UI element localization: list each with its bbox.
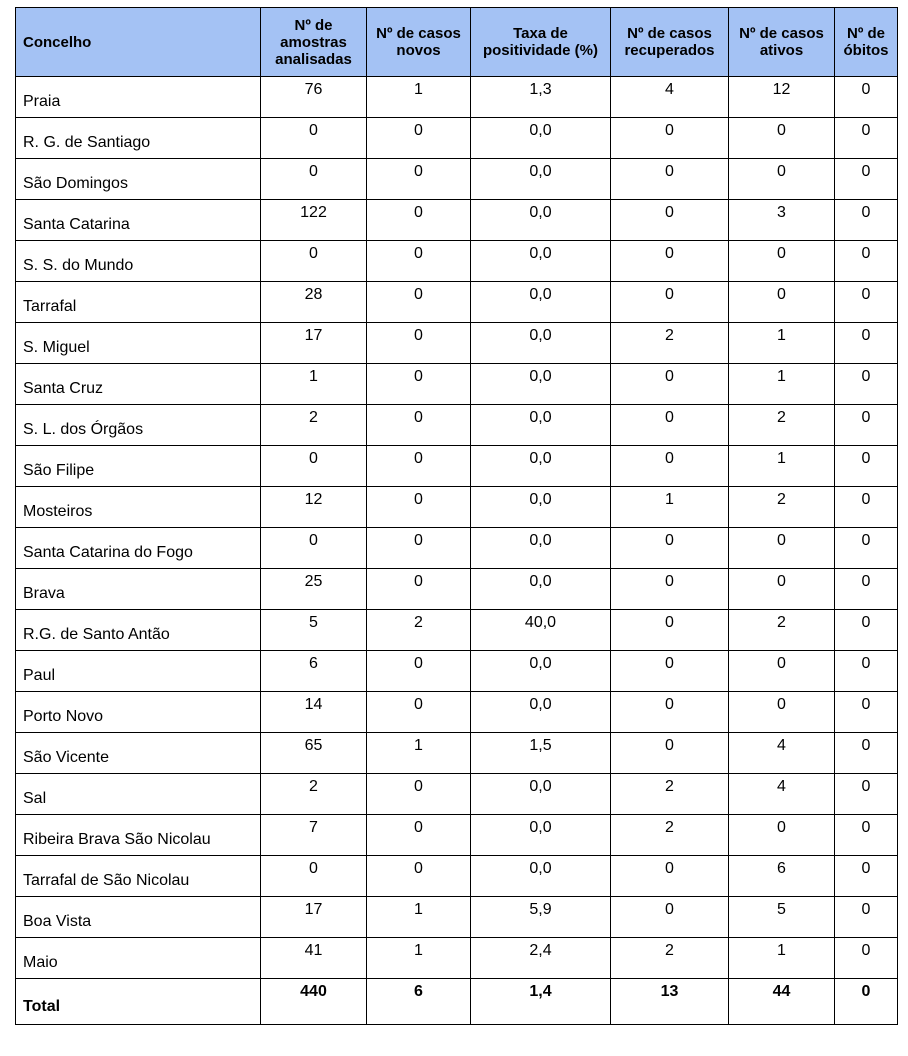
casos-novos-cell: 0 <box>367 651 471 692</box>
amostras-cell: 5 <box>261 610 367 651</box>
casos-novos-cell: 0 <box>367 241 471 282</box>
taxa-cell: 0,0 <box>471 487 611 528</box>
ativos-cell: 1 <box>729 446 835 487</box>
taxa-cell: 0,0 <box>471 528 611 569</box>
obitos-cell: 0 <box>835 77 898 118</box>
table-row <box>16 692 898 733</box>
obitos-cell: 0 <box>835 159 898 200</box>
ativos-cell: 4 <box>729 733 835 774</box>
recuperados-cell: 0 <box>611 118 729 159</box>
concelho-cell: Brava <box>16 569 261 610</box>
obitos-cell: 0 <box>835 651 898 692</box>
recuperados-cell: 0 <box>611 200 729 241</box>
obitos-cell: 0 <box>835 610 898 651</box>
ativos-cell: 1 <box>729 938 835 979</box>
obitos-cell: 0 <box>835 733 898 774</box>
ativos-cell: 0 <box>729 569 835 610</box>
ativos-cell: 6 <box>729 856 835 897</box>
recuperados-cell: 0 <box>611 364 729 405</box>
concelho-cell: Sal <box>16 774 261 815</box>
concelho-cell: Ribeira Brava São Nicolau <box>16 815 261 856</box>
header-recuperados: Nº de casos recuperados <box>611 8 729 77</box>
taxa-cell: 0,0 <box>471 692 611 733</box>
ativos-cell: 5 <box>729 897 835 938</box>
amostras-cell: 0 <box>261 446 367 487</box>
concelho-cell: R.G. de Santo Antão <box>16 610 261 651</box>
obitos-cell: 0 <box>835 897 898 938</box>
recuperados-cell: 0 <box>611 651 729 692</box>
ativos-cell: 2 <box>729 487 835 528</box>
header-amostras: Nº de amostras analisadas <box>261 8 367 77</box>
taxa-cell: 0,0 <box>471 405 611 446</box>
concelho-cell: Tarrafal de São Nicolau <box>16 856 261 897</box>
recuperados-cell: 2 <box>611 774 729 815</box>
recuperados-cell: 0 <box>611 569 729 610</box>
amostras-cell: 12 <box>261 487 367 528</box>
recuperados-cell: 0 <box>611 405 729 446</box>
taxa-cell: 5,9 <box>471 897 611 938</box>
taxa-cell: 0,0 <box>471 774 611 815</box>
table-row <box>16 733 898 774</box>
casos-novos-cell: 0 <box>367 282 471 323</box>
concelho-cell: Maio <box>16 938 261 979</box>
obitos-cell: 0 <box>835 364 898 405</box>
covid-concelho-table <box>15 7 898 1025</box>
concelho-cell: R. G. de Santiago <box>16 118 261 159</box>
taxa-cell: 40,0 <box>471 610 611 651</box>
table-row <box>16 77 898 118</box>
table-row <box>16 282 898 323</box>
recuperados-cell: 2 <box>611 938 729 979</box>
amostras-cell: 0 <box>261 856 367 897</box>
amostras-cell: 28 <box>261 282 367 323</box>
amostras-cell: 2 <box>261 405 367 446</box>
recuperados-cell: 0 <box>611 159 729 200</box>
concelho-cell: São Domingos <box>16 159 261 200</box>
amostras-cell: 65 <box>261 733 367 774</box>
recuperados-cell: 2 <box>611 323 729 364</box>
table-row <box>16 897 898 938</box>
taxa-cell: 0,0 <box>471 815 611 856</box>
amostras-cell: 17 <box>261 897 367 938</box>
table-row <box>16 528 898 569</box>
casos-novos-cell: 0 <box>367 446 471 487</box>
concelho-cell: Santa Catarina do Fogo <box>16 528 261 569</box>
recuperados-cell: 2 <box>611 815 729 856</box>
amostras-cell: 25 <box>261 569 367 610</box>
concelho-cell: Porto Novo <box>16 692 261 733</box>
casos-novos-cell: 0 <box>367 856 471 897</box>
taxa-cell: 0,0 <box>471 118 611 159</box>
recuperados-cell: 0 <box>611 897 729 938</box>
taxa-cell: 0,0 <box>471 446 611 487</box>
ativos-cell: 1 <box>729 364 835 405</box>
obitos-cell: 0 <box>835 856 898 897</box>
amostras-cell: 0 <box>261 159 367 200</box>
casos-novos-cell: 0 <box>367 487 471 528</box>
recuperados-cell: 0 <box>611 528 729 569</box>
table-row <box>16 323 898 364</box>
ativos-cell: 4 <box>729 774 835 815</box>
concelho-cell: Tarrafal <box>16 282 261 323</box>
concelho-cell: Paul <box>16 651 261 692</box>
casos-novos-cell: 0 <box>367 405 471 446</box>
taxa-cell: 1,4 <box>471 979 611 1025</box>
amostras-cell: 76 <box>261 77 367 118</box>
obitos-cell: 0 <box>835 979 898 1025</box>
table-row <box>16 938 898 979</box>
ativos-cell: 0 <box>729 651 835 692</box>
amostras-cell: 1 <box>261 364 367 405</box>
table-row <box>16 118 898 159</box>
casos-novos-cell: 0 <box>367 528 471 569</box>
ativos-cell: 12 <box>729 77 835 118</box>
amostras-cell: 122 <box>261 200 367 241</box>
taxa-cell: 0,0 <box>471 651 611 692</box>
amostras-cell: 440 <box>261 979 367 1025</box>
amostras-cell: 41 <box>261 938 367 979</box>
amostras-cell: 0 <box>261 118 367 159</box>
recuperados-cell: 1 <box>611 487 729 528</box>
table-row <box>16 159 898 200</box>
obitos-cell: 0 <box>835 692 898 733</box>
concelho-cell: Boa Vista <box>16 897 261 938</box>
ativos-cell: 3 <box>729 200 835 241</box>
header-taxa-positividade: Taxa de positividade (%) <box>471 8 611 77</box>
taxa-cell: 0,0 <box>471 364 611 405</box>
amostras-cell: 2 <box>261 774 367 815</box>
obitos-cell: 0 <box>835 118 898 159</box>
ativos-cell: 44 <box>729 979 835 1025</box>
table-row <box>16 610 898 651</box>
recuperados-cell: 0 <box>611 282 729 323</box>
casos-novos-cell: 0 <box>367 815 471 856</box>
obitos-cell: 0 <box>835 487 898 528</box>
obitos-cell: 0 <box>835 774 898 815</box>
concelho-cell: Praia <box>16 77 261 118</box>
table-row <box>16 200 898 241</box>
obitos-cell: 0 <box>835 200 898 241</box>
recuperados-cell: 0 <box>611 446 729 487</box>
concelho-cell: Mosteiros <box>16 487 261 528</box>
table-row <box>16 405 898 446</box>
concelho-cell: Total <box>16 979 261 1025</box>
obitos-cell: 0 <box>835 282 898 323</box>
table-body <box>16 77 898 1025</box>
header-concelho: Concelho <box>16 8 261 77</box>
recuperados-cell: 0 <box>611 856 729 897</box>
concelho-cell: S. S. do Mundo <box>16 241 261 282</box>
taxa-cell: 1,3 <box>471 77 611 118</box>
amostras-cell: 0 <box>261 528 367 569</box>
obitos-cell: 0 <box>835 241 898 282</box>
ativos-cell: 0 <box>729 282 835 323</box>
casos-novos-cell: 0 <box>367 323 471 364</box>
obitos-cell: 0 <box>835 446 898 487</box>
concelho-cell: São Filipe <box>16 446 261 487</box>
taxa-cell: 0,0 <box>471 569 611 610</box>
casos-novos-cell: 0 <box>367 774 471 815</box>
casos-novos-cell: 1 <box>367 77 471 118</box>
taxa-cell: 2,4 <box>471 938 611 979</box>
recuperados-cell: 0 <box>611 692 729 733</box>
casos-novos-cell: 1 <box>367 733 471 774</box>
recuperados-cell: 0 <box>611 241 729 282</box>
obitos-cell: 0 <box>835 938 898 979</box>
casos-novos-cell: 2 <box>367 610 471 651</box>
obitos-cell: 0 <box>835 405 898 446</box>
ativos-cell: 0 <box>729 241 835 282</box>
taxa-cell: 0,0 <box>471 282 611 323</box>
casos-novos-cell: 0 <box>367 569 471 610</box>
table-row <box>16 241 898 282</box>
table-row <box>16 487 898 528</box>
casos-novos-cell: 0 <box>367 364 471 405</box>
obitos-cell: 0 <box>835 569 898 610</box>
casos-novos-cell: 0 <box>367 200 471 241</box>
ativos-cell: 2 <box>729 405 835 446</box>
table-row <box>16 364 898 405</box>
casos-novos-cell: 1 <box>367 938 471 979</box>
obitos-cell: 0 <box>835 815 898 856</box>
ativos-cell: 0 <box>729 815 835 856</box>
ativos-cell: 0 <box>729 159 835 200</box>
ativos-cell: 0 <box>729 528 835 569</box>
concelho-cell: S. Miguel <box>16 323 261 364</box>
header-obitos: Nº de óbitos <box>835 8 898 77</box>
amostras-cell: 0 <box>261 241 367 282</box>
taxa-cell: 0,0 <box>471 241 611 282</box>
table-row <box>16 651 898 692</box>
taxa-cell: 0,0 <box>471 200 611 241</box>
concelho-cell: Santa Cruz <box>16 364 261 405</box>
recuperados-cell: 0 <box>611 733 729 774</box>
casos-novos-cell: 6 <box>367 979 471 1025</box>
table-row <box>16 446 898 487</box>
taxa-cell: 1,5 <box>471 733 611 774</box>
amostras-cell: 7 <box>261 815 367 856</box>
obitos-cell: 0 <box>835 528 898 569</box>
concelho-cell: Santa Catarina <box>16 200 261 241</box>
amostras-cell: 14 <box>261 692 367 733</box>
amostras-cell: 6 <box>261 651 367 692</box>
table-row <box>16 815 898 856</box>
obitos-cell: 0 <box>835 323 898 364</box>
concelho-cell: S. L. dos Órgãos <box>16 405 261 446</box>
header-casos-novos: Nº de casos novos <box>367 8 471 77</box>
casos-novos-cell: 0 <box>367 159 471 200</box>
ativos-cell: 2 <box>729 610 835 651</box>
ativos-cell: 0 <box>729 118 835 159</box>
taxa-cell: 0,0 <box>471 323 611 364</box>
amostras-cell: 17 <box>261 323 367 364</box>
recuperados-cell: 0 <box>611 610 729 651</box>
table-row <box>16 569 898 610</box>
recuperados-cell: 4 <box>611 77 729 118</box>
header-ativos: Nº de casos ativos <box>729 8 835 77</box>
header-row <box>16 8 898 77</box>
ativos-cell: 0 <box>729 692 835 733</box>
casos-novos-cell: 1 <box>367 897 471 938</box>
taxa-cell: 0,0 <box>471 159 611 200</box>
concelho-cell: São Vicente <box>16 733 261 774</box>
table-row <box>16 774 898 815</box>
ativos-cell: 1 <box>729 323 835 364</box>
casos-novos-cell: 0 <box>367 118 471 159</box>
casos-novos-cell: 0 <box>367 692 471 733</box>
taxa-cell: 0,0 <box>471 856 611 897</box>
table-row <box>16 856 898 897</box>
recuperados-cell: 13 <box>611 979 729 1025</box>
total-row <box>16 979 898 1025</box>
